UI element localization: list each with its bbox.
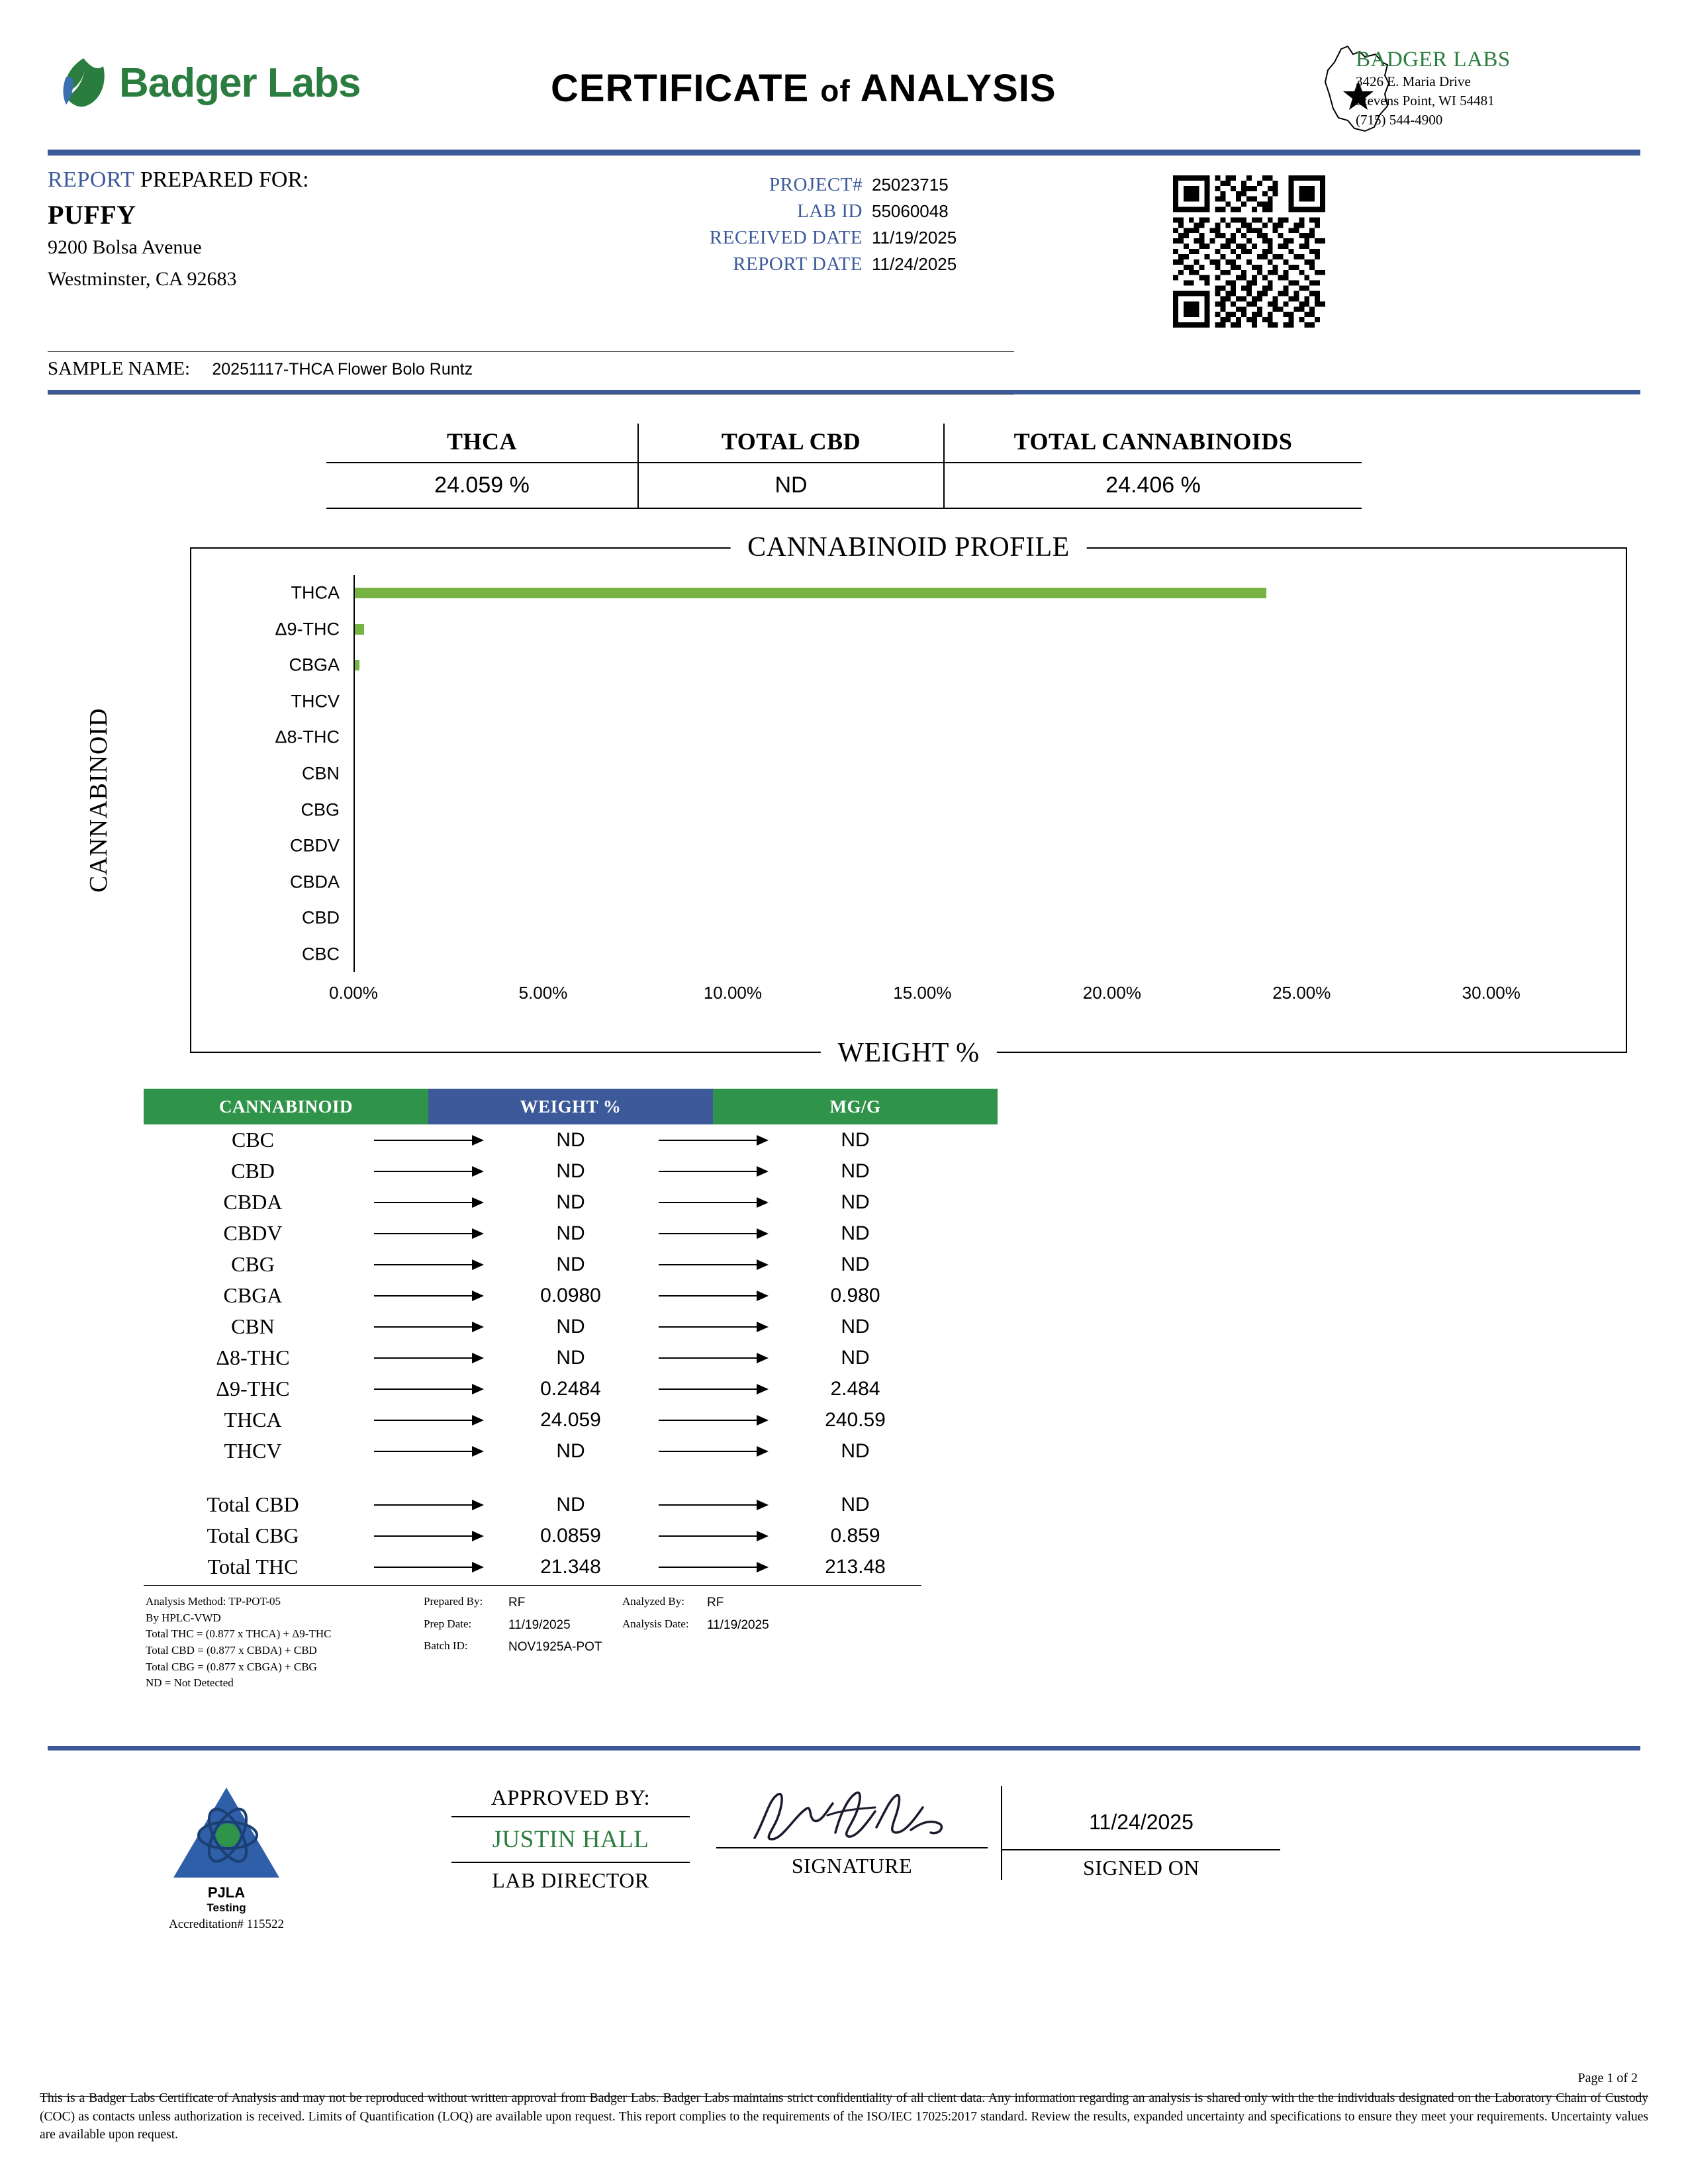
analyte-name: CBC [231, 1128, 275, 1152]
meta-key: LAB ID [797, 201, 863, 222]
mgg-value: ND [841, 1191, 870, 1213]
mgg-value: ND [841, 1346, 870, 1369]
lab-address [1356, 48, 1634, 130]
signed-on-block [1001, 1786, 1280, 1880]
chart-y-axis-label: CANNABINOID [84, 698, 113, 901]
arrow-icon [362, 1165, 494, 1178]
arrow-icon [362, 1196, 494, 1209]
arrow-icon [362, 1258, 494, 1271]
title-of: of [820, 73, 851, 108]
chart-category-label: THCA [291, 582, 340, 603]
arrow-icon [647, 1320, 779, 1334]
chart-x-tick: 5.00% [518, 983, 568, 1003]
signature-label: SIGNATURE [716, 1847, 988, 1878]
analyte-name: Δ8-THC [216, 1345, 290, 1369]
chart-category-label: Δ9-THC [275, 619, 340, 639]
summary-value-total-cbd: ND [638, 463, 944, 508]
mgg-value: ND [841, 1160, 870, 1182]
arrow-icon [362, 1414, 494, 1427]
weight-percent-value: ND [556, 1439, 585, 1462]
results-header-weight: WEIGHT % [428, 1089, 713, 1124]
mgg-value: 2.484 [830, 1377, 880, 1400]
chart-category-label: CBN [301, 763, 340, 784]
method-line-1: Analysis Method: TP-POT-05 [146, 1595, 281, 1608]
analyte-name: CBD [231, 1159, 275, 1183]
analysis-date-label: Analysis Date: [622, 1617, 689, 1630]
table-row [144, 1218, 998, 1249]
info-divider [48, 351, 1014, 352]
arrow-icon [362, 1561, 494, 1574]
table-row [144, 1551, 998, 1582]
mgg-value: ND [841, 1315, 870, 1338]
chart-x-tick-labels [329, 983, 1586, 1009]
meta-value: 25023715 [872, 175, 949, 195]
method-notes [146, 1594, 410, 1692]
sample-row [48, 358, 473, 380]
mgg-value: ND [841, 1253, 870, 1275]
arrow-icon [647, 1498, 779, 1512]
chart-x-tick: 10.00% [703, 983, 763, 1003]
mgg-value: 213.48 [825, 1555, 886, 1578]
chart-bar [355, 588, 1266, 598]
method-line-5: Total CBG = (0.877 x CBGA) + CBG [146, 1660, 317, 1673]
signed-on-label: SIGNED ON [1002, 1849, 1280, 1880]
arrow-icon [647, 1529, 779, 1543]
weight-percent-value: ND [556, 1493, 585, 1516]
analyzed-by-value: RF [707, 1596, 724, 1610]
weight-percent-value: ND [556, 1191, 585, 1213]
analysis-info [622, 1594, 861, 1638]
meta-row [683, 201, 1014, 222]
analyte-name: CBDV [223, 1221, 283, 1245]
results-spacer [144, 1467, 998, 1489]
table-row [144, 1404, 998, 1435]
arrow-icon [647, 1561, 779, 1574]
prepared-by-row [424, 1594, 609, 1612]
batch-id-row [424, 1638, 609, 1657]
analyte-name: CBN [231, 1314, 275, 1338]
lab-phone: (715) 544-4900 [1356, 111, 1443, 128]
arrow-icon [362, 1445, 494, 1458]
analyte-name: THCA [224, 1408, 282, 1432]
summary-header-row [326, 424, 1362, 463]
summary-value-row [326, 463, 1362, 508]
chart-bar [355, 624, 364, 635]
pjla-sub: Testing [207, 1901, 246, 1914]
pjla-accreditation-number: Accreditation# 115522 [169, 1917, 284, 1931]
analyte-name: Total CBG [207, 1524, 299, 1547]
summary-value-total-cannabinoids: 24.406 % [944, 463, 1362, 508]
weight-percent-value: 0.2484 [540, 1377, 601, 1400]
weight-percent-value: 24.059 [540, 1408, 601, 1431]
arrow-icon [362, 1351, 494, 1365]
client-address-line2: Westminster, CA 92683 [48, 267, 237, 290]
mgg-value: ND [841, 1493, 870, 1516]
summary-value-thca: 24.059 % [326, 463, 638, 508]
chart-category-labels [191, 575, 350, 972]
chart-category-label: CBC [301, 944, 340, 964]
analysis-date-value: 11/19/2025 [707, 1617, 769, 1632]
meta-value: 55060048 [872, 201, 949, 221]
table-row [144, 1156, 998, 1187]
method-line-6: ND = Not Detected [146, 1676, 234, 1690]
analyzed-by-row [622, 1594, 861, 1612]
arrow-icon [362, 1320, 494, 1334]
arrow-icon [362, 1227, 494, 1240]
summary-table [48, 424, 1640, 509]
weight-percent-value: ND [556, 1160, 585, 1182]
leaf-icon [60, 57, 109, 109]
mgg-value: 0.859 [830, 1524, 880, 1547]
mgg-value: 0.980 [830, 1284, 880, 1306]
mgg-value: ND [841, 1128, 870, 1151]
analysis-date-row [622, 1616, 861, 1635]
batch-id-value: NOV1925A-POT [508, 1640, 602, 1655]
table-row [144, 1489, 998, 1520]
table-row [144, 1435, 998, 1467]
page-header [48, 0, 1640, 146]
method-line-2: By HPLC-VWD [146, 1611, 221, 1624]
arrow-icon [647, 1196, 779, 1209]
method-footer [146, 1594, 1006, 1700]
arrow-icon [362, 1498, 494, 1512]
table-row [144, 1280, 998, 1311]
approver-role: LAB DIRECTOR [451, 1862, 690, 1893]
weight-percent-value: ND [556, 1346, 585, 1369]
results-totals [144, 1489, 998, 1582]
chart-x-tick: 25.00% [1272, 983, 1331, 1003]
chart-category-label: CBG [301, 799, 340, 820]
arrow-icon [362, 1289, 494, 1302]
signed-on-date: 11/24/2025 [1089, 1810, 1194, 1834]
arrow-icon [647, 1134, 779, 1147]
prep-date-row [424, 1616, 609, 1635]
arrow-icon [647, 1351, 779, 1365]
meta-key: PROJECT# [769, 174, 863, 195]
page-title [551, 66, 1056, 111]
weight-percent-value: ND [556, 1315, 585, 1338]
meta-key: REPORT DATE [733, 253, 863, 275]
meta-row [683, 174, 1014, 196]
weight-percent-value: 21.348 [540, 1555, 601, 1578]
summary-header-thca: THCA [326, 424, 638, 463]
analyte-name: Total CBD [207, 1492, 299, 1516]
analyte-name: Total THC [207, 1555, 299, 1578]
table-row [144, 1342, 998, 1373]
prepared-for-word: PREPARED FOR: [140, 167, 309, 192]
lab-name: BADGER LABS [1356, 48, 1511, 71]
report-word: REPORT [48, 167, 135, 192]
analyte-name: Δ9-THC [216, 1377, 290, 1400]
signature-image [716, 1786, 988, 1847]
chart-category-label: CBD [301, 907, 340, 928]
method-line-4: Total CBD = (0.877 x CBDA) + CBD [146, 1643, 317, 1657]
table-row [144, 1187, 998, 1218]
table-row [144, 1373, 998, 1404]
approved-by-block [451, 1786, 690, 1893]
chart-x-axis-label: WEIGHT % [820, 1037, 996, 1069]
table-row [144, 1124, 998, 1156]
prepared-by-value: RF [508, 1596, 526, 1610]
qr-code[interactable] [1173, 175, 1325, 328]
chart-category-label: CBGA [289, 655, 340, 675]
arrow-icon [362, 1134, 494, 1147]
lab-address-line1: 3426 E. Maria Drive [1356, 73, 1471, 89]
arrow-icon [647, 1227, 779, 1240]
chart-bar [355, 660, 359, 670]
prep-date-label: Prep Date: [424, 1617, 472, 1630]
approver-name: JUSTIN HALL [492, 1826, 649, 1853]
title-main: CERTIFICATE [551, 67, 810, 110]
approved-by-label: APPROVED BY: [451, 1786, 690, 1817]
mgg-value: ND [841, 1439, 870, 1462]
table-row [144, 1520, 998, 1551]
pjla-name: PJLA [207, 1884, 246, 1901]
brand-name: Badger Labs [119, 60, 361, 106]
analyte-name: CBG [231, 1252, 275, 1276]
chart-x-tick: 30.00% [1462, 983, 1521, 1003]
meta-key: RECEIVED DATE [709, 227, 863, 248]
chart-x-tick: 20.00% [1082, 983, 1141, 1003]
results-header-mgg: MG/G [713, 1089, 998, 1124]
weight-percent-value: ND [556, 1253, 585, 1275]
results-body [144, 1124, 998, 1467]
disclaimer-text: This is a Badger Labs Certificate of Analysis and may not be reproduced without written approval from Badger Labs. Badger Labs maintains strict confidentiality of all client data. Any information regarding an analysis is shared only with the the individuals designated on the Laboratory Chain of Custody (COC) as contacts unless authorization is received. Limits of Quantification (LOQ) are available upon request. This report complies to the requirements of the ISO/IEC 17025:2017 standard. Review the results, expanded uncertainty and specifications to ensure they meet your requirements. Uncertainty values are available upon request. [40, 2091, 1648, 2142]
chart-category-label: Δ8-THC [275, 727, 340, 747]
arrow-icon [647, 1289, 779, 1302]
chart-category-label: CBDA [289, 872, 340, 892]
sample-name-value: 20251117-THCA Flower Bolo Runtz [212, 360, 473, 379]
analyte-name: CBGA [223, 1283, 283, 1307]
chart-plot-area [353, 575, 1586, 972]
batch-id-label: Batch ID: [424, 1639, 468, 1653]
results-header-cannabinoid: CANNABINOID [144, 1089, 428, 1124]
badger-labs-logo [60, 57, 361, 109]
arrow-icon [362, 1529, 494, 1543]
arrow-icon [362, 1383, 494, 1396]
meta-value: 11/24/2025 [872, 254, 957, 274]
chart-x-tick: 0.00% [329, 983, 378, 1003]
weight-percent-value: 0.0980 [540, 1284, 601, 1306]
arrow-icon [647, 1383, 779, 1396]
title-end: ANALYSIS [860, 67, 1056, 110]
approval-section [48, 1777, 1640, 1956]
meta-row [683, 253, 1014, 275]
chart-category-label: THCV [291, 691, 340, 711]
results-bottom-rule [144, 1585, 921, 1586]
arrow-icon [647, 1258, 779, 1271]
meta-value: 11/19/2025 [872, 228, 957, 248]
method-line-3: Total THC = (0.877 x THCA) + Δ9-THC [146, 1627, 332, 1641]
sample-name-label: SAMPLE NAME: [48, 358, 191, 379]
table-row [144, 1249, 998, 1280]
lab-address-line2: Stevens Point, WI 54481 [1356, 92, 1495, 109]
prep-date-value: 11/19/2025 [508, 1617, 571, 1632]
chart-category-label: CBDV [289, 835, 340, 856]
analyzed-by-label: Analyzed By: [622, 1595, 684, 1608]
footer-divider [48, 1746, 1640, 1751]
report-info-section [48, 156, 1640, 386]
mgg-value: ND [841, 1222, 870, 1244]
pjla-logo-icon [167, 1784, 286, 1883]
summary-header-total-cbd: TOTAL CBD [638, 424, 944, 463]
client-name: PUFFY [48, 200, 136, 230]
arrow-icon [647, 1414, 779, 1427]
prepared-by-label: Prepared By: [424, 1595, 483, 1608]
meta-row [683, 227, 1014, 249]
report-meta [683, 174, 1014, 280]
results-header-row [144, 1089, 998, 1124]
mgg-value: 240.59 [825, 1408, 886, 1431]
header-divider [48, 150, 1640, 156]
pjla-accreditation [144, 1784, 309, 1932]
weight-percent-value: ND [556, 1128, 585, 1151]
cannabinoid-profile-chart [85, 532, 1627, 1068]
table-row [144, 1311, 998, 1342]
chart-title: CANNABINOID PROFILE [730, 531, 1087, 563]
results-table [144, 1089, 998, 1586]
analyte-name: THCV [224, 1439, 282, 1463]
arrow-icon [647, 1445, 779, 1458]
analyte-name: CBDA [223, 1190, 283, 1214]
arrow-icon [647, 1165, 779, 1178]
page-number: Page 1 of 2 [1577, 2071, 1638, 2085]
signature-block [716, 1786, 988, 1878]
summary-header-total-cannabinoids: TOTAL CANNABINOIDS [944, 424, 1362, 463]
client-address-line1: 9200 Bolsa Avenue [48, 236, 202, 258]
chart-x-tick: 15.00% [893, 983, 952, 1003]
weight-percent-value: ND [556, 1222, 585, 1244]
weight-percent-value: 0.0859 [540, 1524, 601, 1547]
prep-info [424, 1594, 609, 1661]
